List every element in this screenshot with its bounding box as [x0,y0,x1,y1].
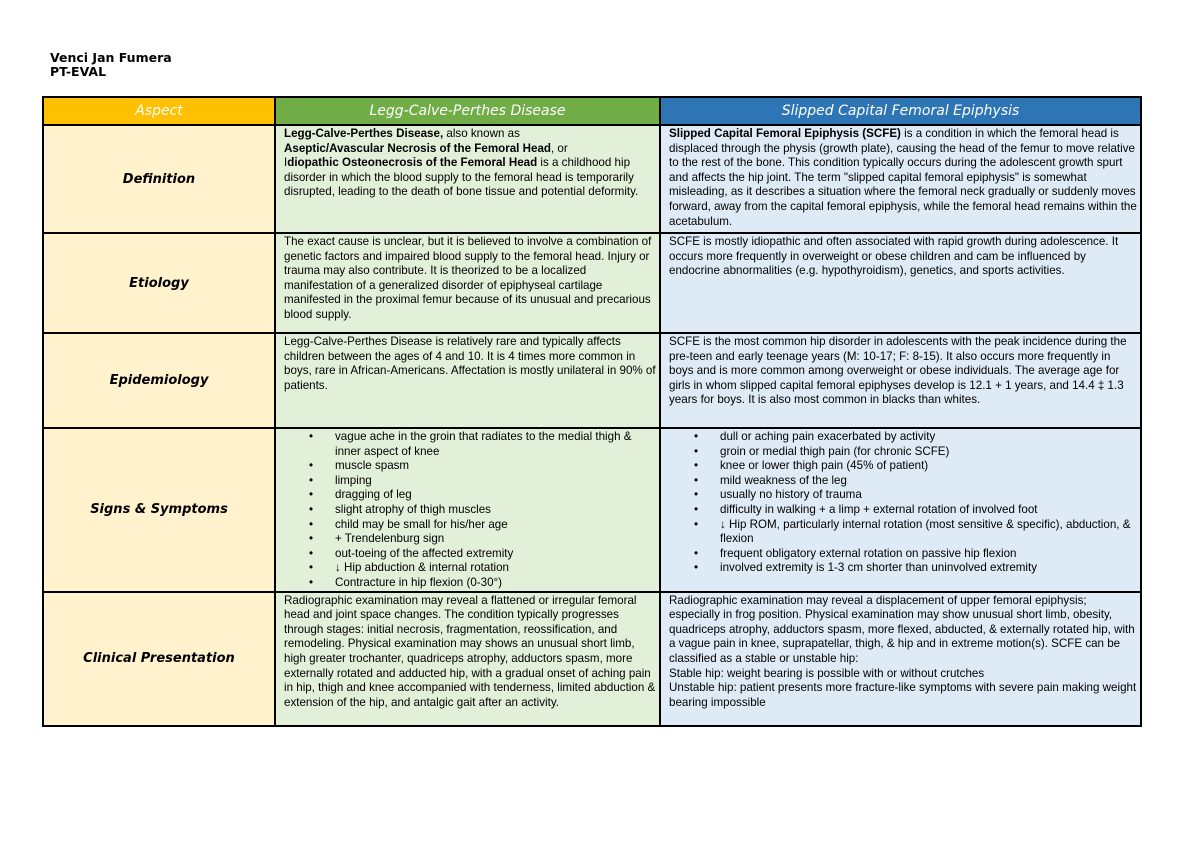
lcp-symptom-list [284,430,656,591]
lcp-epidemiology: Legg-Calve-Perthes Disease is relatively rare and typically affects children between the ages of 4 and 10. It is 4 times more common in boys, rare in African-Americans. Affectation is mostly unilateral in 90% of patients. [275,333,660,428]
table-row-signs-symptoms [43,428,1141,592]
list-item: • mild weakness of the leg [720,474,1137,489]
column-header-lcp: Legg-Calve-Perthes Disease [275,97,660,125]
lcp-definition-term: Legg-Calve-Perthes Disease, [284,127,444,140]
list-item: • vague ache in the groin that radiates to the medial thigh & inner aspect of knee [335,430,656,459]
lcp-clinical-presentation: Radiographic examination may reveal a flattened or irregular femoral head and joint space changes. The condition typically progresses through stages: initial necrosis, fragmentation, reossification, and remodeling. Physical examination may shows an unusual short limb, high greater trochanter, quadriceps atrophy, adductors spasm, more externally rotated and adducted hip, with a gradual onset of aching pain in hip, thigh and knee accompanied with tenderness, limited abduction & extension of the hip, and antalgic gait after an activity. [275,592,660,726]
lcp-definition-text-3: I [284,156,288,170]
aspect-definition: Definition [43,125,275,233]
list-item: • slight atrophy of thigh muscles [335,503,656,518]
list-item: • child may be small for his/her age [335,518,656,533]
lcp-signs-symptoms [275,428,660,592]
lcp-etiology: The exact cause is unclear, but it is believed to involve a combination of genetic factors and impaired blood supply to the femoral head. Injury or trauma may also contribute. It is theorized to be a localized manifestation of a generalized disorder of epiphyseal cartilage manifested in the proximal femur because of its unusual and precarious blood supply. [275,233,660,333]
list-item: • ↓ Hip abduction & internal rotation [335,561,656,576]
list-item: • ↓ Hip ROM, particularly internal rotation (most sensitive & specific), abduction, & flexion [720,518,1137,547]
column-header-aspect: Aspect [43,97,275,125]
table-row-epidemiology [43,333,1141,428]
scfe-etiology: SCFE is mostly idiopathic and often associated with rapid growth during adolescence. It occurs more frequently in overweight or obese children and cam be influenced by endocrine abnormalities (e.g. hypothyroidism), genetics, and sports activities. [660,233,1141,333]
aspect-clinical-presentation: Clinical Presentation [43,592,275,726]
scfe-clinical-presentation [660,592,1141,726]
list-item: • Contracture in hip flexion (0-30°) [335,576,656,591]
scfe-unstable-hip: Unstable hip: patient presents more fracture-like symptoms with severe pain making weight bearing impossible [669,681,1137,709]
document-subtitle: PT-EVAL [50,64,107,79]
lcp-definition-text-2: , or [550,141,568,155]
scfe-clinical-paragraph: Radiographic examination may reveal a displacement of upper femoral epiphysis; especially in frog position. Physical examination may show unusual short limb, obesity, quadriceps atrophy, adductors spasm, more flexed, abducted, & externally rotated hip, with a vague pain in knee, suprapatellar, thigh, & hip and in extreme motion(s). SCFE can be classified as a stable or unstable hip: [669,593,1135,665]
scfe-definition-text: is a condition in which the femoral head is displaced through the physis (growth plate), causing the head of the femur to move relative to the rest of the bone. This condition typically occurs during the adolescent growth spurt and affects the hip joint. The term "slipped capital femoral epiphysis" is somewhat misleading, as it describes a situation where the femoral neck gradually or suddenly moves forward, away from the capital femoral epiphysis, while the femoral head remains within the acetabulum. [669,127,1137,228]
table-row-clinical-presentation [43,592,1141,726]
author-name: Venci Jan Fumera [50,50,172,65]
list-item: • dragging of leg [335,488,656,503]
scfe-symptom-list [669,430,1137,576]
scfe-stable-hip: Stable hip: weight bearing is possible with or without crutches [669,666,985,680]
document-header [50,51,172,79]
aspect-etiology: Etiology [43,233,275,333]
list-item: • groin or medial thigh pain (for chronic SCFE) [720,445,1137,460]
aspect-signs-symptoms: Signs & Symptoms [43,428,275,592]
scfe-definition [660,125,1141,233]
list-item: • dull or aching pain exacerbated by activity [720,430,1137,445]
aspect-epidemiology: Epidemiology [43,333,275,428]
scfe-epidemiology: SCFE is the most common hip disorder in adolescents with the peak incidence during the pre-teen and early teenage years (M: 10-17; F: 8-15). It also occurs more frequently in boys and is more common among overweight or obese individuals. The average age for girls in whom slipped capital femoral epiphyses develop is 12.1 + 1 years, and 14.4 ‡ 1.3 years for boys. It is also most common in blacks than whites. [660,333,1141,428]
list-item: • frequent obligatory external rotation on passive hip flexion [720,547,1137,562]
table-row-definition [43,125,1141,233]
comparison-table [42,96,1142,727]
scfe-signs-symptoms [660,428,1141,592]
list-item: • involved extremity is 1-3 cm shorter than uninvolved extremity [720,561,1137,576]
lcp-definition [275,125,660,233]
list-item: • knee or lower thigh pain (45% of patient) [720,459,1137,474]
list-item: • difficulty in walking + a limp + external rotation of involved foot [720,503,1137,518]
list-item: • limping [335,474,656,489]
scfe-definition-term: Slipped Capital Femoral Epiphysis (SCFE) [669,127,901,140]
lcp-definition-text-1: also known as [443,127,520,140]
column-header-scfe: Slipped Capital Femoral Epiphysis [660,97,1141,125]
lcp-definition-alias-1: Aseptic/Avascular Necrosis of the Femoral Head [284,141,551,155]
table-header-row [43,97,1141,125]
list-item: • usually no history of trauma [720,488,1137,503]
list-item: • out-toeing of the affected extremity [335,547,656,562]
list-item: • muscle spasm [335,459,656,474]
lcp-definition-alias-2: diopathic Osteonecrosis of the Femoral Head [287,156,538,170]
table-row-etiology [43,233,1141,333]
lcp-definition-text-4: is a childhood hip disorder in which the blood supply to the femoral head is temporarily disrupted, leading to the death of bone tissue and potential deformity. [284,156,639,199]
list-item: • + Trendelenburg sign [335,532,656,547]
